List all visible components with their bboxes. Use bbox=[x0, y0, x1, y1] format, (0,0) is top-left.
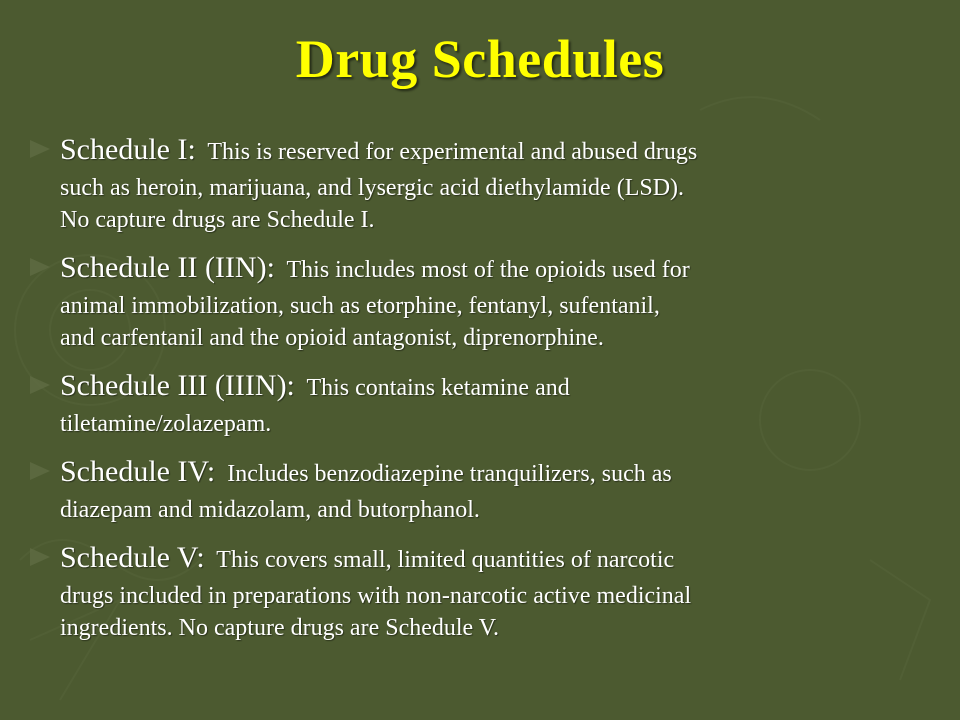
schedule-i-item bbox=[30, 130, 910, 236]
schedule-iii-line-1: Schedule III (IIIN): This contains ketamine and bbox=[60, 369, 570, 402]
schedule-iv-line-1: Schedule IV: Includes benzodiazepine tranquilizers, such as bbox=[60, 455, 672, 488]
schedule-ii-line-1: Schedule II (IIN): This includes most of the opioids used for bbox=[60, 251, 690, 284]
bullet-arrow-icon bbox=[30, 140, 50, 158]
schedule-i-line-3: No capture drugs are Schedule I. bbox=[60, 207, 375, 233]
schedule-v-line-3: ingredients. No capture drugs are Schedule V. bbox=[60, 615, 499, 641]
schedule-ii-line-2: animal immobilization, such as etorphine, fentanyl, sufentanil, bbox=[60, 293, 660, 319]
schedule-i-line-1: Schedule I: This is reserved for experimental and abused drugs bbox=[60, 133, 698, 166]
schedule-ii-item bbox=[30, 248, 910, 354]
schedule-iii-label: Schedule III (IIIN): bbox=[60, 369, 295, 402]
bullet-arrow-icon bbox=[30, 548, 50, 566]
schedule-i-label: Schedule I: bbox=[60, 133, 196, 166]
schedule-v-line-1: Schedule V: This covers small, limited quantities of narcotic bbox=[60, 541, 675, 574]
schedule-iv-item bbox=[30, 452, 910, 526]
schedule-ii-line-3: and carfentanil and the opioid antagonist, diprenorphine. bbox=[60, 325, 604, 351]
schedule-v-label: Schedule V: bbox=[60, 541, 205, 574]
bullet-arrow-icon bbox=[30, 376, 50, 394]
bullet-arrow-icon bbox=[30, 462, 50, 480]
schedule-v-line-2: drugs included in preparations with non-narcotic active medicinal bbox=[60, 583, 692, 609]
bullet-arrow-icon bbox=[30, 258, 50, 276]
schedule-v-item bbox=[30, 538, 910, 644]
slide-title: Drug Schedules bbox=[295, 29, 665, 89]
schedule-iii-line-2: tiletamine/zolazepam. bbox=[60, 411, 272, 437]
schedule-iii-item bbox=[30, 366, 910, 440]
schedule-iv-label: Schedule IV: bbox=[60, 455, 216, 488]
schedule-iv-line-2: diazepam and midazolam, and butorphanol. bbox=[60, 497, 480, 523]
schedule-ii-label: Schedule II (IIN): bbox=[60, 251, 275, 284]
schedule-list bbox=[30, 130, 910, 656]
schedule-i-line-2: such as heroin, marijuana, and lysergic acid diethylamide (LSD). bbox=[60, 175, 685, 201]
